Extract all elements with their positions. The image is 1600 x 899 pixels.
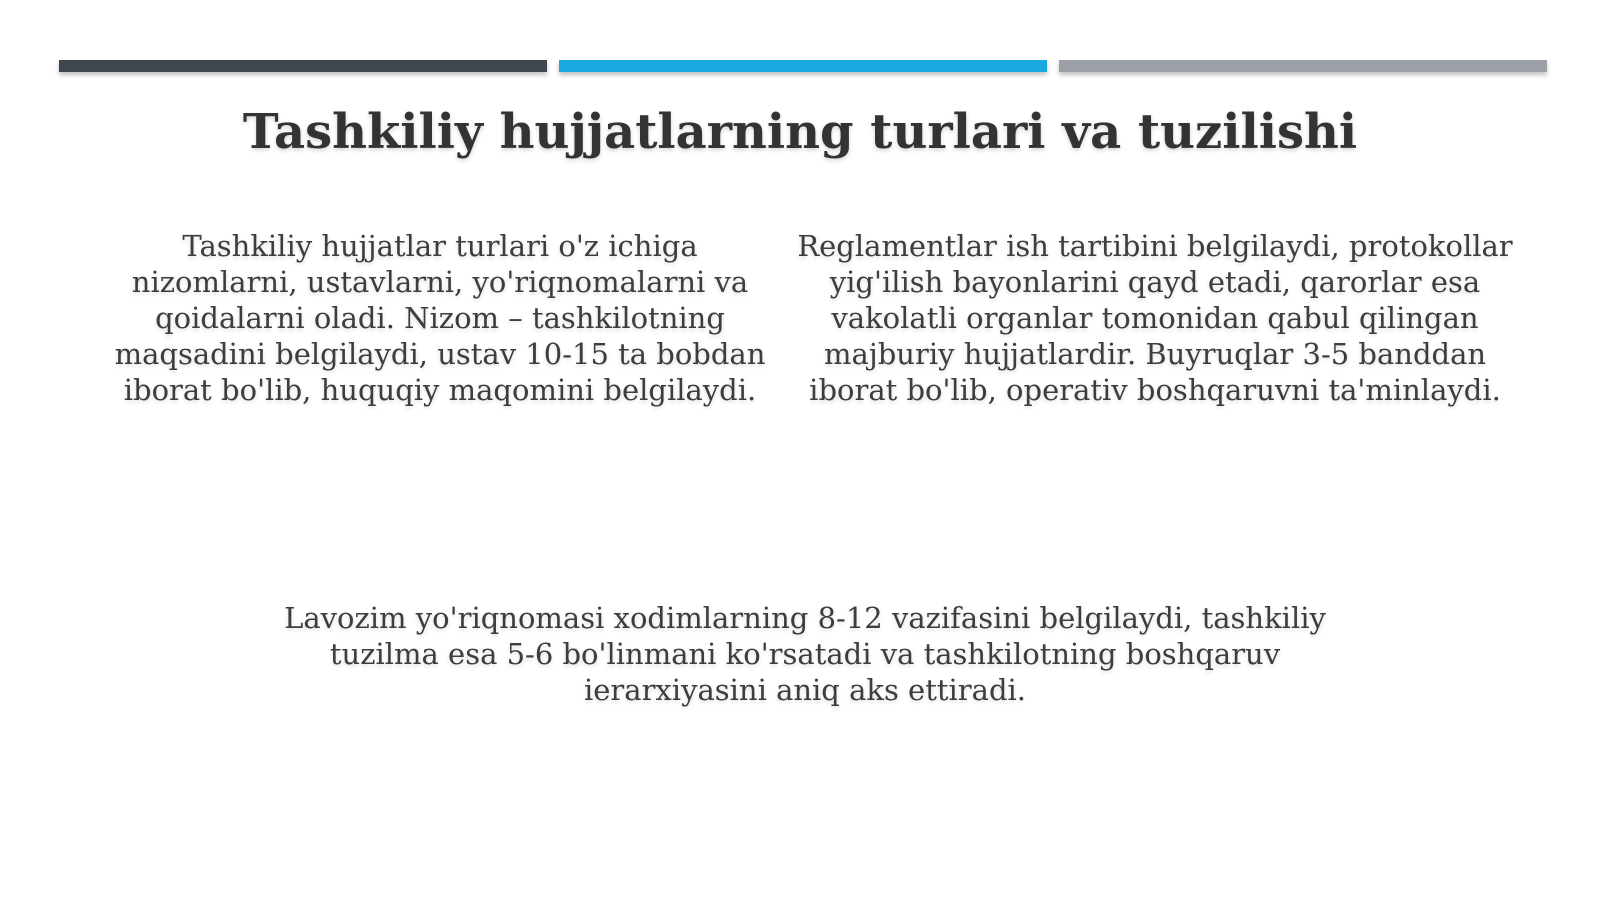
accent-bar-gray <box>1059 60 1547 72</box>
paragraph-left: Tashkiliy hujjatlar turlari o'z ichiga nizomlarni, ustavlarni, yo'riqnomalarni va qoidalarni oladi. Nizom – tashkilotning maqsadini belgilaydi, ustav 10-15 ta bobdan iborat bo'lib, huquqiy maqomini belgilaydi. <box>114 229 766 407</box>
accent-bar-blue <box>559 60 1047 72</box>
paragraph-bottom: Lavozim yo'riqnomasi xodimlarning 8-12 vazifasini belgilaydi, tashkiliy tuzilma esa 5-6 bo'linmani ko'rsatadi va tashkilotning boshqaruv ierarxiyasini aniq aks ettiradi. <box>284 601 1326 707</box>
paragraph-right: Reglamentlar ish tartibini belgilaydi, protokollar yig'ilish bayonlarini qayd etadi, qarorlar esa vakolatli organlar tomonidan qabul qilingan majburiy hujjatlardir. Buyruqlar 3-5 banddan iborat bo'lib, operativ boshqaruvni ta'minlaydi. <box>797 229 1513 407</box>
slide-title: Tashkiliy hujjatlarning turlari va tuzilishi <box>242 104 1358 160</box>
accent-bar-dark <box>59 60 547 72</box>
